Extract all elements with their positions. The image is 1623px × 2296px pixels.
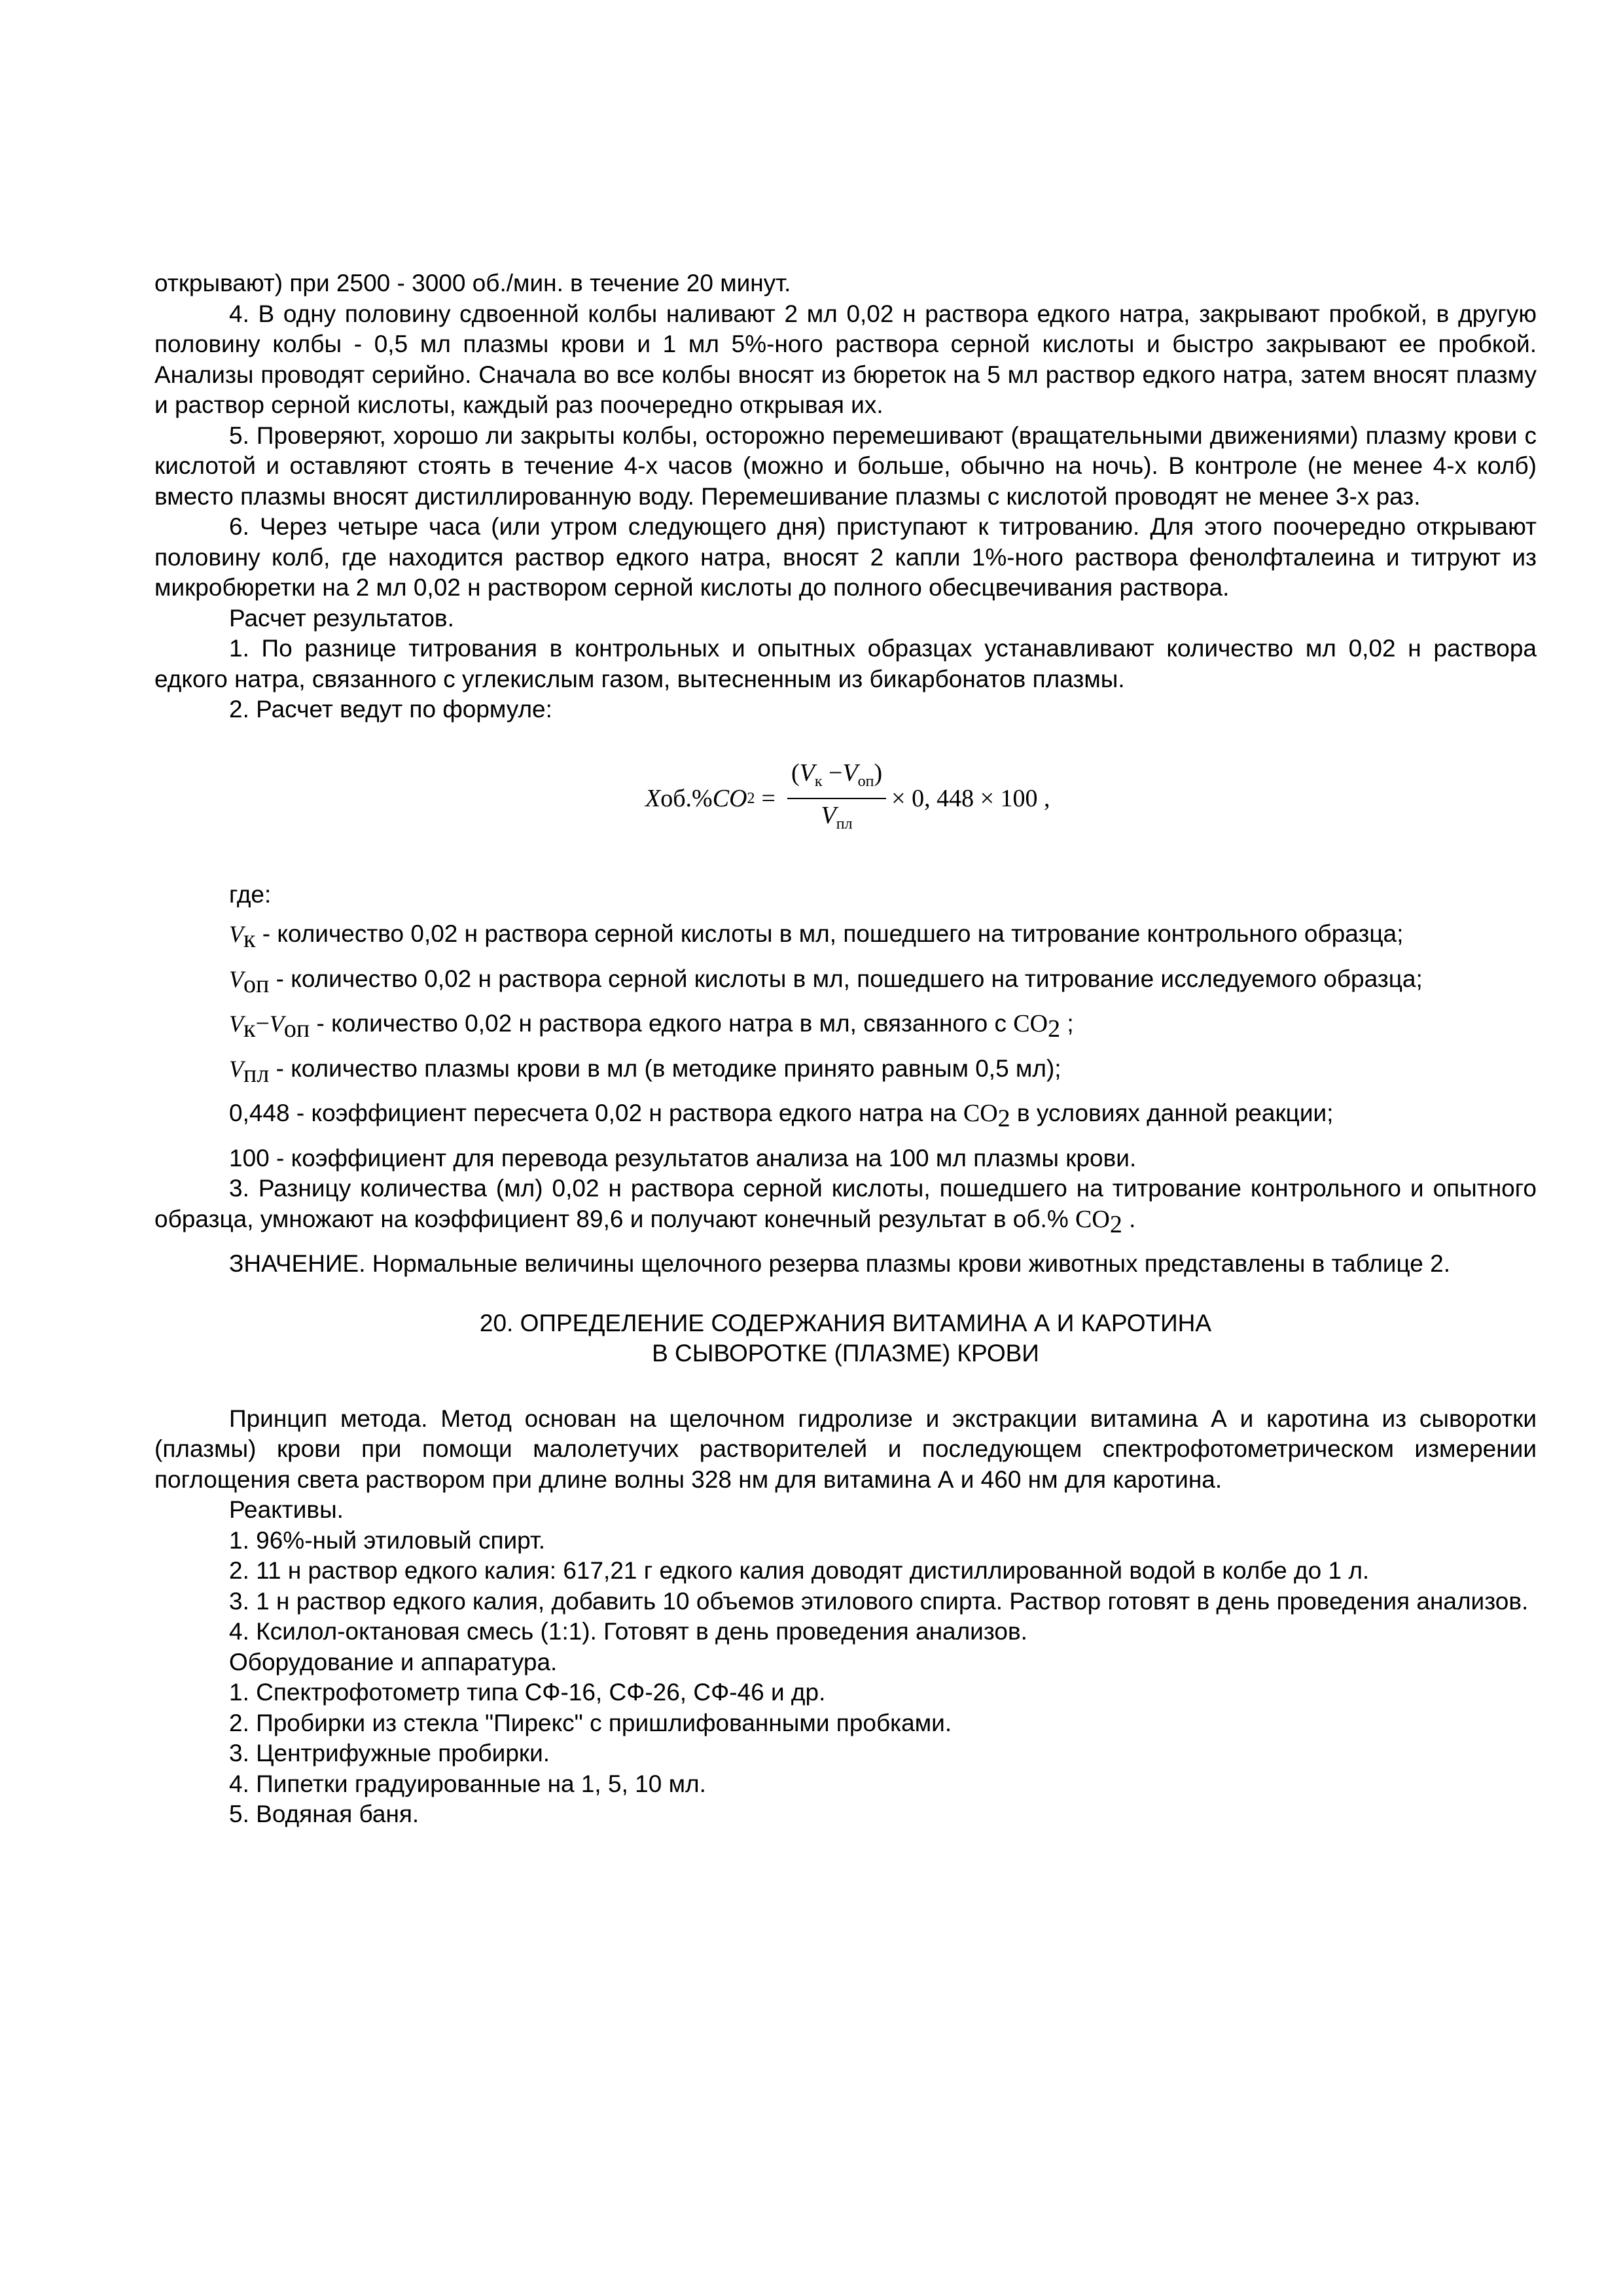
definition-vop <box>154 964 1537 1000</box>
formula-x: X <box>645 784 661 812</box>
equipment-item: 5. Водяная баня. <box>229 1801 419 1827</box>
definition-vk <box>154 919 1537 955</box>
reagent-item: 1. 96%-ный этиловый спирт. <box>229 1526 546 1554</box>
reagent-item: 3. 1 н раствор едкого калия, добавить 10 объемов этилового спирта. Раствор готовят в день проведения анализов. <box>229 1587 1529 1615</box>
formula-numerator <box>787 758 886 800</box>
step3-end: . <box>1122 1205 1136 1232</box>
symbol-vop: V <box>229 965 243 992</box>
paragraph: 2. Расчет ведут по формуле: <box>229 696 552 723</box>
paragraph: 4. В одну половину сдвоенной колбы наливают 2 мл 0,02 н раствора едкого натра, закрывают пробкой, в другую половину колбы - 0,5 мл плазмы крови и 1 мл 5%-ного раствора серной кислоты и быстро закрывают ее пробкой. Анализы проводят серийно. Сначала во все колбы вносят из бюреток на 5 мл раствор едкого натра, затем вносят плазму и раствор серной кислоты, каждый раз поочередно открывая их. <box>154 300 1537 418</box>
definition-coefficient <box>154 1098 1537 1134</box>
symbol-co2-sub: 2 <box>997 1105 1010 1132</box>
symbol-co2: CO <box>1013 1010 1048 1037</box>
symbol-vk-sub: к <box>243 1015 256 1043</box>
formula-vpl-sub: пл <box>836 816 853 833</box>
paragraph: Расчет результатов. <box>229 604 454 632</box>
section-title <box>154 1308 1537 1369</box>
formula-vop-sub: оп <box>857 772 874 790</box>
paragraph: 1. По разнице титрования в контрольных и опытных образцах устанавливают количество мл 0,02 н раствора едкого натра, связанного с углекислым газом, вытесненным из бикарбонатов плазмы. <box>154 635 1537 692</box>
formula-vk-sub: к <box>814 772 823 790</box>
equipment-item: 2. Пробирки из стекла "Пирекс" с пришлифованными пробками. <box>229 1709 952 1736</box>
formula-vpl: V <box>821 802 836 829</box>
reagent-item: 2. 11 н раствор едкого калия: 617,21 г едкого калия доводят дистиллированной водой в колбе до 1 л. <box>229 1557 1370 1584</box>
formula-co: CO <box>712 784 747 812</box>
formula-paren-close: ) <box>874 759 883 787</box>
paragraph-step3 <box>154 1174 1537 1240</box>
formula-co-sub: 2 <box>747 789 755 807</box>
definition-vop-text: - количество 0,02 н раствора серной кислоты в мл, пошедшего на титрование исследуемого образца; <box>269 965 1423 992</box>
symbol-co2: CO <box>963 1100 998 1127</box>
section-title-line1: 20. ОПРЕДЕЛЕНИЕ СОДЕРЖАНИЯ ВИТАМИНА А И КАРОТИНА <box>479 1309 1212 1336</box>
definition-vpl-text: - количество плазмы крови в мл (в методике принято равным 0,5 мл); <box>269 1054 1061 1082</box>
symbol-co2-sub: 2 <box>1109 1210 1122 1238</box>
definition-vpl <box>154 1054 1537 1090</box>
symbol-vop-sub: оп <box>283 1015 310 1043</box>
equipment-heading: Оборудование и аппаратура. <box>229 1648 558 1676</box>
symbol-vk: V <box>229 921 243 947</box>
paragraph: 5. Проверяют, хорошо ли закрыты колбы, осторожно перемешивают (вращательными движениями) плазму крови с кислотой и оставляют стоять в течение 4-х часов (можно и больше, обычно на ночь). В контроле (не менее 4-х колб) вместо плазмы вносят дистиллированную воду. Перемешивание плазмы с кислотой проводят не менее 3-х раз. <box>154 422 1537 510</box>
formula-tail: × 0, 448 × 100 , <box>891 784 1050 812</box>
paragraph: открывают) при 2500 - 3000 об./мин. в течение 20 минут. <box>154 270 791 296</box>
where-label: где: <box>229 880 272 908</box>
formula-equals: = <box>761 784 776 812</box>
symbol-co2-sub: 2 <box>1048 1015 1061 1043</box>
section-title-line2: В СЫВОРОТКЕ (ПЛАЗМЕ) КРОВИ <box>652 1339 1039 1367</box>
symbol-vk-sub: к <box>243 925 256 953</box>
formula-ob: об.% <box>660 784 713 812</box>
definition-coefficient-end: в условиях данной реакции; <box>1010 1100 1334 1126</box>
formula-block <box>154 733 1537 855</box>
formula-minus: − <box>829 759 843 787</box>
paragraph-value: ЗНАЧЕНИЕ. Нормальные величины щелочного резерва плазмы крови животных представлены в таблице 2. <box>229 1250 1450 1277</box>
formula-vop: V <box>842 759 858 787</box>
formula-vk: V <box>799 759 815 787</box>
paragraph: 6. Через четыре часа (или утром следующего дня) приступают к титрованию. Для этого поочередно открывают половину колб, где находится раствор едкого натра, вносят 2 капли 1%-ного раствора фенолфталеина и титруют из микробюретки на 2 мл 0,02 н раствором серной кислоты до полного обесцвечивания раствора. <box>154 513 1537 601</box>
paragraph-principle: Принцип метода. Метод основан на щелочном гидролизе и экстракции витамина А и каротина из сыворотки (плазмы) крови при помощи малолетучих растворителей и последующем спектрофотометрическом измерении поглощения света раствором при длине волны 328 нм для витамина А и 460 нм для каротина. <box>154 1405 1537 1493</box>
symbol-vop-sub: оп <box>243 970 270 998</box>
symbol-vk: V <box>229 1011 243 1037</box>
symbol-vop: V <box>269 1011 284 1037</box>
reagents-heading: Реактивы. <box>229 1496 344 1523</box>
definition-diff <box>154 1009 1537 1045</box>
definition-vk-text: - количество 0,02 н раствора серной кислоты в мл, пошедшего на титрование контрольного образца; <box>255 920 1404 947</box>
formula-denominator <box>821 799 853 840</box>
reagent-item: 4. Ксилол-октановая смесь (1:1). Готовят в день проведения анализов. <box>229 1618 1027 1645</box>
formula-paren-open: ( <box>791 759 800 787</box>
step3-text: 3. Разницу количества (мл) 0,02 н раствора серной кислоты, пошедшего на титрование контрольного и опытного образца, умножают на коэффициент 89,6 и получают конечный результат в об.% <box>154 1175 1537 1232</box>
symbol-minus: − <box>255 1010 270 1037</box>
formula <box>645 758 1050 840</box>
formula-fraction <box>787 758 886 840</box>
equipment-item: 1. Спектрофотометр типа СФ-16, СФ-26, СФ-46 и др. <box>229 1679 826 1706</box>
definition-coefficient-text: 0,448 - коэффициент пересчета 0,02 н раствора едкого натра на <box>229 1100 963 1126</box>
definition-diff-text: - количество 0,02 н раствора едкого натра в мл, связанного с <box>310 1010 1014 1037</box>
symbol-vpl-sub: пл <box>243 1060 270 1088</box>
equipment-item: 4. Пипетки градуированные на 1, 5, 10 мл. <box>229 1770 706 1797</box>
symbol-vpl: V <box>229 1055 243 1082</box>
symbol-co2: CO <box>1075 1205 1110 1233</box>
equipment-item: 3. Центрифужные пробирки. <box>229 1740 550 1767</box>
definition-hundred: 100 - коэффициент для перевода результатов анализа на 100 мл плазмы крови. <box>229 1144 1137 1172</box>
definition-diff-end: ; <box>1060 1010 1074 1037</box>
